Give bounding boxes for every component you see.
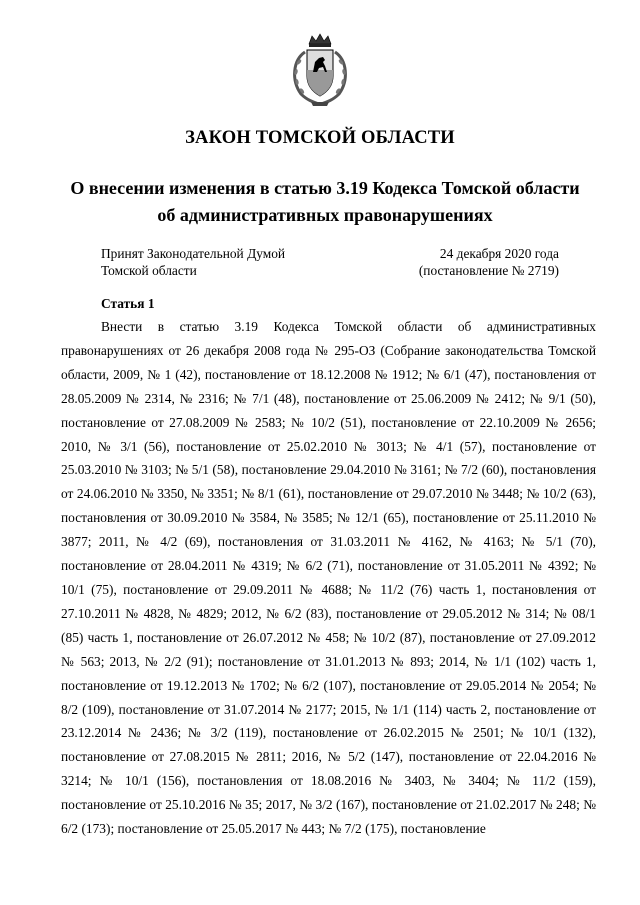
- adoption-line-1: Принят Законодательной Думой: [101, 246, 286, 261]
- adoption-resolution: (постановление № 2719): [418, 263, 559, 278]
- article-body-text: Внести в статью 3.19 Кодекса Томской области об административных правонарушениях от 26 декабря 2008 года № 295-ОЗ (Собрание законодательства Томской области, 2009, № 1 (42), постановление от 18.12.2008 № 1912; № 6/1 (47), постановления от 28.05.2009 № 2314, № 2316; № 7/1 (48), постановление от 25.06.2009 № 2412; № 9/1 (50), постановление от 27.08.2009 № 2583; № 10/2 (51), постановление от 22.10.2009 № 2656; 2010, № 3/1 (56), постановление от 25.02.2010 № 3013; № 4/1 (57), постановление от 25.03.2010 № 3103; № 5/1 (58), постановление 29.04.2010 № 3161; № 7/2 (60), постановления от 24.06.2010 № 3350, № 3351; № 8/1 (61), постановление от 29.07.2010 № 3448; № 10/2 (63), постановления от 30.09.2010 № 3584, № 3585; № 12/1 (65), постановление от 25.11.2010 № 3877; 2011, № 4/2 (69), постановления от 31.03.2011 № 4162, № 4163; № 5/1 (70), постановление от 28.04.2011 № 4319; № 6/2 (71), постановление от 31.05.2011 № 4392; № 10/1 (75), постановление от 29.09.2011 № 4688; № 11/2 (76) часть 1, постановления от 27.10.2011 № 4828, № 4829; 2012, № 6/2 (83), постановление от 29.05.2012 № 314; № 08/1 (85) часть 1, постановление от 26.07.2012 № 458; № 10/2 (87), постановление от 27.09.2012 № 563; 2013, № 2/2 (91); постановление от 31.01.2013 № 893; 2014, № 1/1 (102) часть 1, постановление от 19.12.2013 № 1702; № 6/2 (107), постановление от 29.05.2014 № 2054; № 8/2 (109), постановление от 31.07.2014 № 2177; 2015, № 1/1 (114) часть 2, постановление от 23.12.2014 № 2436; № 3/2 (119), постановление от 26.02.2015 № 2501; № 10/1 (132), постановление от 27.08.2015 № 2811; 2016, № 5/2 (147), постановление от 22.04.2016 № 3214; № 10/1 (156), постановления от 18.08.2016 № 3403, № 3404; № 11/2 (159), постановление от 25.10.2016 № 35; 2017, № 3/2 (167), постановление от 21.02.2017 № 248; № 6/2 (173); постановление от 25.05.2017 № 443; № 7/2 (175), постановление: [61, 319, 596, 837]
- article-heading: Статья 1: [101, 296, 155, 311]
- document-title: О внесении изменения в статью 3.19 Кодекса Томской области об административных правонарушениях: [70, 178, 580, 225]
- coat-of-arms-emblem: [285, 30, 355, 110]
- adoption-authority: [101, 245, 285, 279]
- document-type-heading: ЗАКОН ТОМСКОЙ ОБЛАСТИ: [185, 128, 455, 148]
- adoption-date: 24 декабря 2020 года: [439, 246, 559, 261]
- adoption-date-block: [419, 245, 559, 279]
- adoption-line-2: Томской области: [101, 263, 197, 278]
